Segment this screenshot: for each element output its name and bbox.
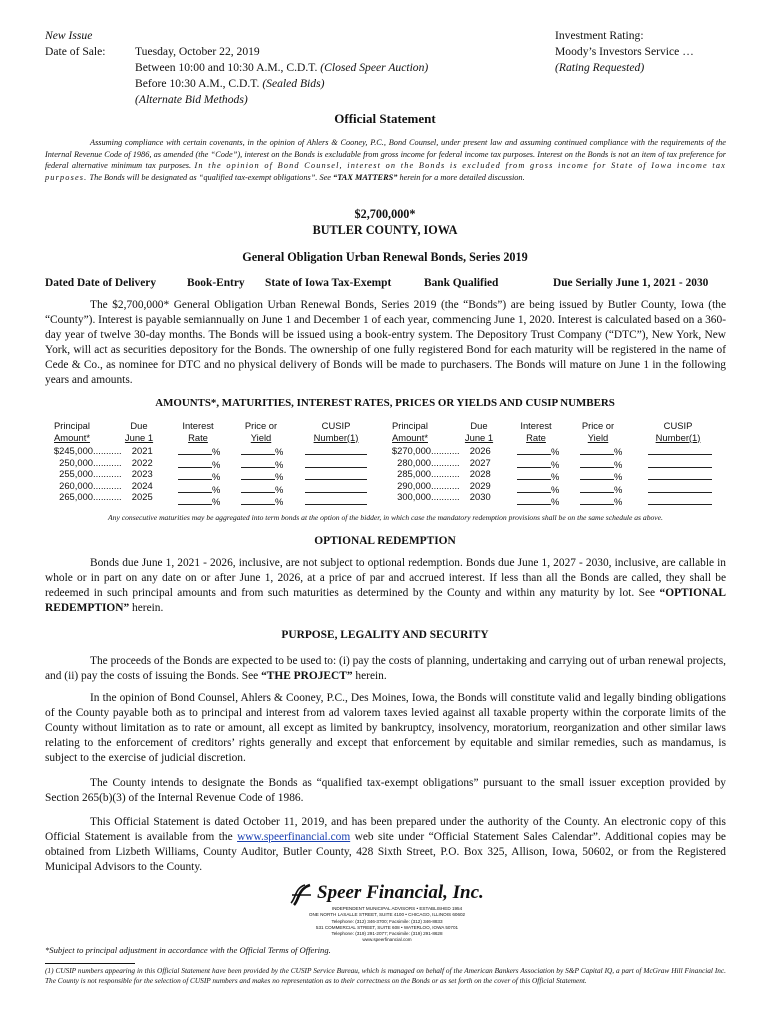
header-cusip: CUSIP Number(1) xyxy=(313,420,359,443)
header-yield-2: Price or Yield xyxy=(581,420,615,443)
designation-paragraph: The County intends to designate the Bonds as “qualified tax-exempt obligations” pursuant to the small issuer exception provided by Section 265(b)(3) of the Internal Revenue Code of 1986. xyxy=(45,777,726,805)
yield-blanks-left: % % % % % xyxy=(241,445,283,508)
table-row: $245,000........... 2021 xyxy=(53,445,153,456)
feature-book-entry: Book-Entry xyxy=(187,277,245,289)
aggregation-note: Any consecutive maturities may be aggregated into term bonds at the option of the bidder, in which case the mandatory redemption provisions shall be on the same schedule as above. xyxy=(108,513,663,522)
header-due-2: Due June 1 xyxy=(464,420,494,443)
table-row: 255,000........... 2023 xyxy=(59,468,153,480)
speer-website-link[interactable]: www.speerfinancial.com xyxy=(237,831,351,844)
issue-amount: $2,700,000* xyxy=(354,207,416,221)
table-row: 285,000........... 2028 xyxy=(397,468,491,480)
header-principal: Principal Amount* xyxy=(54,420,90,443)
sale-time-sealed: Before 10:30 A.M., C.D.T. (Sealed Bids) xyxy=(135,77,325,90)
rate-blanks-right: % % % % % xyxy=(517,445,559,508)
header-rate: Interest Rate xyxy=(182,420,214,443)
logo-details: INDEPENDENT MUNICIPAL ADVISORS • ESTABLISHED 1954 ONE NORTH LASALLE STREET, SUITE 4100 • CHICAGO, ILLINOIS 60602 Telephone: (312) 346-3700; Facsimile: (312) 346-8833 531 COMMERCIAL STREET, SUITE 608 • WATERLOO, IOWA 50701 Telephone: (319) 291-2077; Facsimile: (319) 291-8628 www.speerfinancial.com xyxy=(308,906,466,943)
table-row: 290,000........... 2029 xyxy=(397,479,491,491)
sale-alternate-methods: (Alternate Bid Methods) xyxy=(135,93,248,106)
principal-adjustment-footnote: *Subject to principal adjustment in accordance with the Official Terms of Offering. xyxy=(45,945,331,955)
speer-logo-icon xyxy=(290,883,312,907)
logo-company-name: Speer Financial, Inc. xyxy=(317,882,484,903)
maturities-heading: AMOUNTS*, MATURITIES, INTEREST RATES, PRICES OR YIELDS AND CUSIP NUMBERS xyxy=(155,397,615,409)
bond-title: General Obligation Urban Renewal Bonds, Series 2019 xyxy=(242,250,528,264)
rating-label: Investment Rating: xyxy=(555,29,644,42)
optional-redemption-heading: OPTIONAL REDEMPTION xyxy=(314,535,456,547)
header-due: Due June 1 xyxy=(124,420,154,443)
sale-time-auction: Between 10:00 and 10:30 A.M., C.D.T. (Closed Speer Auction) xyxy=(135,61,429,74)
cusip-footnote: (1) CUSIP numbers appearing in this Official Statement have been provided by the CUSIP Service Bureau, which is managed on behalf of the American Bankers Association by S&P Capital IQ, a part of McGraw Hill Financial Inc. The County is not responsible for the selection of CUSIP numbers and makes no representation as to their correctness on the Bonds or as set forth on the cover of this Official Statement. xyxy=(45,966,726,985)
intro-paragraph: The $2,700,000* General Obligation Urban Renewal Bonds, Series 2019 (the “Bonds”) are being issued by Butler County, Iowa (the “County”). Interest is payable semiannually on June 1 and December 1 of each year, commencing June 1, 2020. Interest is calculated based on a 360-day year of twelve 30-day months. The Bonds will be issued using a book-entry system. The Depository Trust Company (“DTC”), New York, New York, will act as securities depository for the Bonds. The ownership of one fully registered Bond for each maturity will be registered in the name of Cede & Co., as nominee for DTC and no physical delivery of Bonds will be made to purchasers. The Bonds will mature on June 1 in the following years and amounts. xyxy=(45,299,726,387)
maturity-table xyxy=(45,420,726,506)
official-statement-date-paragraph: This Official Statement is dated October 11, 2019, and has been prepared under the authority of the County. An electronic copy of this Official Statement is available from the www.speerfinancial.com web site under “Official Statement Sales Calendar”. Additional copies may be obtained from Lizbeth Williams, County Auditor, Butler County, 428 Sixth Street, P.O. Box 325, Allison, Iowa, 50602, or from the Registered Municipal Advisors to the County. xyxy=(45,816,726,874)
purpose-paragraph: The proceeds of the Bonds are expected to be used to: (i) pay the costs of planning, undertaking and carrying out of urban renewal projects, and (ii) pay the costs of issuing the Bonds. See “THE PROJECT” herein. xyxy=(45,655,726,683)
sale-info xyxy=(45,28,465,108)
cusip-blanks-right xyxy=(648,445,712,508)
cusip-blanks-left xyxy=(305,445,367,508)
optional-redemption-paragraph: Bonds due June 1, 2021 - 2026, inclusive, are not subject to optional redemption. Bonds due June 1, 2027 - 2030, inclusive, are callable in whole or in part on any date on or after June 1, 2026, at a price of par and accrued interest. If less than all the Bonds are called, they shall be redeemed in such principal amounts and from such maturities as determined by the County and within any maturity by lot. See “OPTIONAL REDEMPTION” herein. xyxy=(45,557,726,615)
table-row: 265,000........... 2025 xyxy=(59,491,153,503)
tax-exemption-paragraph: Assuming compliance with certain covenants, in the opinion of Ahlers & Cooney, P.C., Bond Counsel, under present law and assuming continued compliance with the requirements of the Internal Revenue Code of 1986, as amended (the “Code”), interest on the Bonds is excludable from gross income for federal income tax purposes. Interest on the Bonds is not an item of tax preference for federal alternative minimum tax purposes. In the opinion of Bond Counsel, interest on the Bonds is excluded from gross income for State of Iowa income tax purposes. The Bonds will be designated as “qualified tax-exempt obligations”. See “TAX MATTERS” herein for a more detailed discussion. xyxy=(45,138,727,183)
table-row: 280,000........... 2027 xyxy=(397,456,491,468)
feature-bank-qualified: Bank Qualified xyxy=(424,277,499,289)
sale-date: Tuesday, October 22, 2019 xyxy=(135,45,260,58)
purpose-heading: PURPOSE, LEGALITY AND SECURITY xyxy=(281,629,489,641)
date-of-sale-label: Date of Sale: xyxy=(45,45,106,58)
table-row: 260,000........... 2024 xyxy=(59,479,153,491)
rating-status: (Rating Requested) xyxy=(555,61,645,74)
header-yield: Price or Yield xyxy=(244,420,278,443)
new-issue-label: New Issue xyxy=(45,29,93,42)
speer-financial-logo xyxy=(287,882,487,946)
table-row: 300,000........... 2030 xyxy=(397,491,491,503)
rate-blanks-left: % % % % % xyxy=(178,445,220,508)
yield-blanks-right: % % % % % xyxy=(580,445,622,508)
document-title: Official Statement xyxy=(334,111,436,126)
issuer-name: BUTLER COUNTY, IOWA xyxy=(312,223,458,237)
feature-due-serially: Due Serially June 1, 2021 - 2030 xyxy=(553,277,709,289)
rating-agency: Moody’s Investors Service … xyxy=(555,45,694,58)
footnote-divider xyxy=(45,963,135,964)
header-rate-2: Interest Rate xyxy=(520,420,552,443)
maturity-column-right xyxy=(383,445,503,503)
legality-paragraph: In the opinion of Bond Counsel, Ahlers & Cooney, P.C., Des Moines, Iowa, the Bonds will constitute valid and legally binding obligations of the County payable both as to principal and interest from ad valorem taxes levied against all taxable property within the corporate limits of the County without limitation as to rate or amount, all except as limited by bankruptcy, insolvency, moratorium, reorganization and other similar laws relating to the enforcement of creditors’ rights generally and except that enforcement by equitable and similar remedies, such as mandamus, is subject to the exercise of judicial discretion. xyxy=(45,692,726,765)
feature-dated: Dated Date of Delivery xyxy=(45,277,157,289)
header-cusip-2: CUSIP Number(1) xyxy=(655,420,701,443)
header-principal-2: Principal Amount* xyxy=(392,420,428,443)
table-row: $270,000........... 2026 xyxy=(391,445,491,456)
maturity-column-left xyxy=(45,445,165,503)
rating-info xyxy=(555,28,755,76)
table-row: 250,000........... 2022 xyxy=(59,456,153,468)
feature-tax-exempt: State of Iowa Tax-Exempt xyxy=(265,277,392,289)
